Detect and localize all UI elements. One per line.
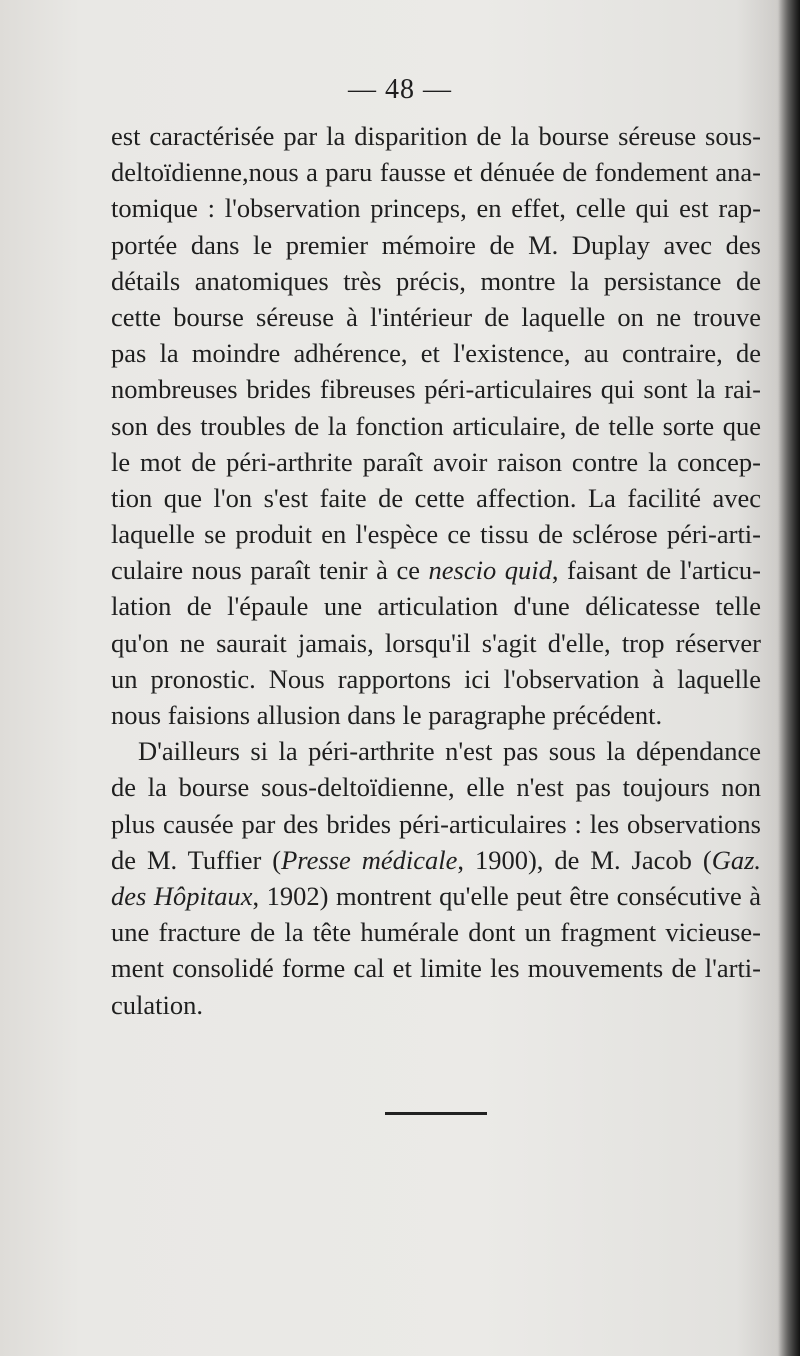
text-line: son des troubles de la fonction articulaire, de telle sorte que	[111, 410, 761, 441]
text-line: portée dans le premier mémoire de M. Duplay avec des	[111, 229, 761, 260]
text-line: D'ailleurs si la péri-arthrite n'est pas sous la dépendance	[138, 736, 761, 767]
page-number: — 48 —	[348, 74, 452, 105]
italic-journal-title: des Hôpitaux	[111, 880, 253, 911]
italic-latin-phrase: nescio quid	[428, 555, 552, 586]
text-line: ment consolidé forme cal et limite les mouvements de l'arti-	[111, 953, 761, 984]
text-line: est caractérisée par la disparition de la bourse séreuse sous-	[111, 121, 761, 151]
text-line: de la bourse sous-deltoïdienne, elle n'est pas toujours non	[111, 772, 761, 803]
text-line: de M. Tuffier (Presse médicale, 1900), de M. Jacob (Gaz.	[111, 844, 762, 875]
text-line: un pronostic. Nous rapportons ici l'observation à laquelle	[111, 663, 761, 694]
text-line: deltoïdienne,nous a paru fausse et dénuée de fondement ana-	[111, 157, 761, 188]
italic-journal-title: Gaz.	[711, 844, 762, 875]
text-line: nombreuses brides fibreuses péri-articulaires qui sont la rai-	[111, 374, 761, 405]
text-line: culation.	[111, 989, 203, 1020]
text-line: des Hôpitaux, 1902) montrent qu'elle peut être consécutive à	[111, 880, 761, 911]
text-line: une fracture de la tête humérale dont un fragment vicieuse-	[111, 917, 761, 948]
italic-journal-title: Presse médicale	[281, 844, 458, 875]
text-line: le mot de péri-arthrite paraît avoir raison contre la concep-	[111, 446, 761, 477]
text-line: détails anatomiques très précis, montre la persistance de	[111, 265, 761, 296]
body-text	[111, 118, 761, 1023]
text-line: tion que l'on s'est faite de cette affection. La facilité avec	[111, 482, 761, 513]
text-line: culaire nous paraît tenir à ce nescio quid, faisant de l'articu-	[111, 555, 761, 586]
section-divider	[385, 1112, 487, 1115]
text-line: lation de l'épaule une articulation d'une délicatesse telle	[111, 591, 761, 622]
text-line: laquelle se produit en l'espèce ce tissu de sclérose péri-arti-	[111, 519, 761, 550]
text-line: cette bourse séreuse à l'intérieur de laquelle on ne trouve	[111, 301, 761, 332]
text-line: tomique : l'observation princeps, en effet, celle qui est rap-	[111, 193, 761, 224]
page-edge-shadow	[778, 0, 800, 1356]
text-line: plus causée par des brides péri-articulaires : les observations	[111, 808, 761, 839]
text-line: qu'on ne saurait jamais, lorsqu'il s'agit d'elle, trop réserver	[111, 627, 761, 658]
text-line: nous faisions allusion dans le paragraphe précédent.	[111, 700, 663, 730]
text-line: pas la moindre adhérence, et l'existence, au contraire, de	[111, 338, 761, 369]
